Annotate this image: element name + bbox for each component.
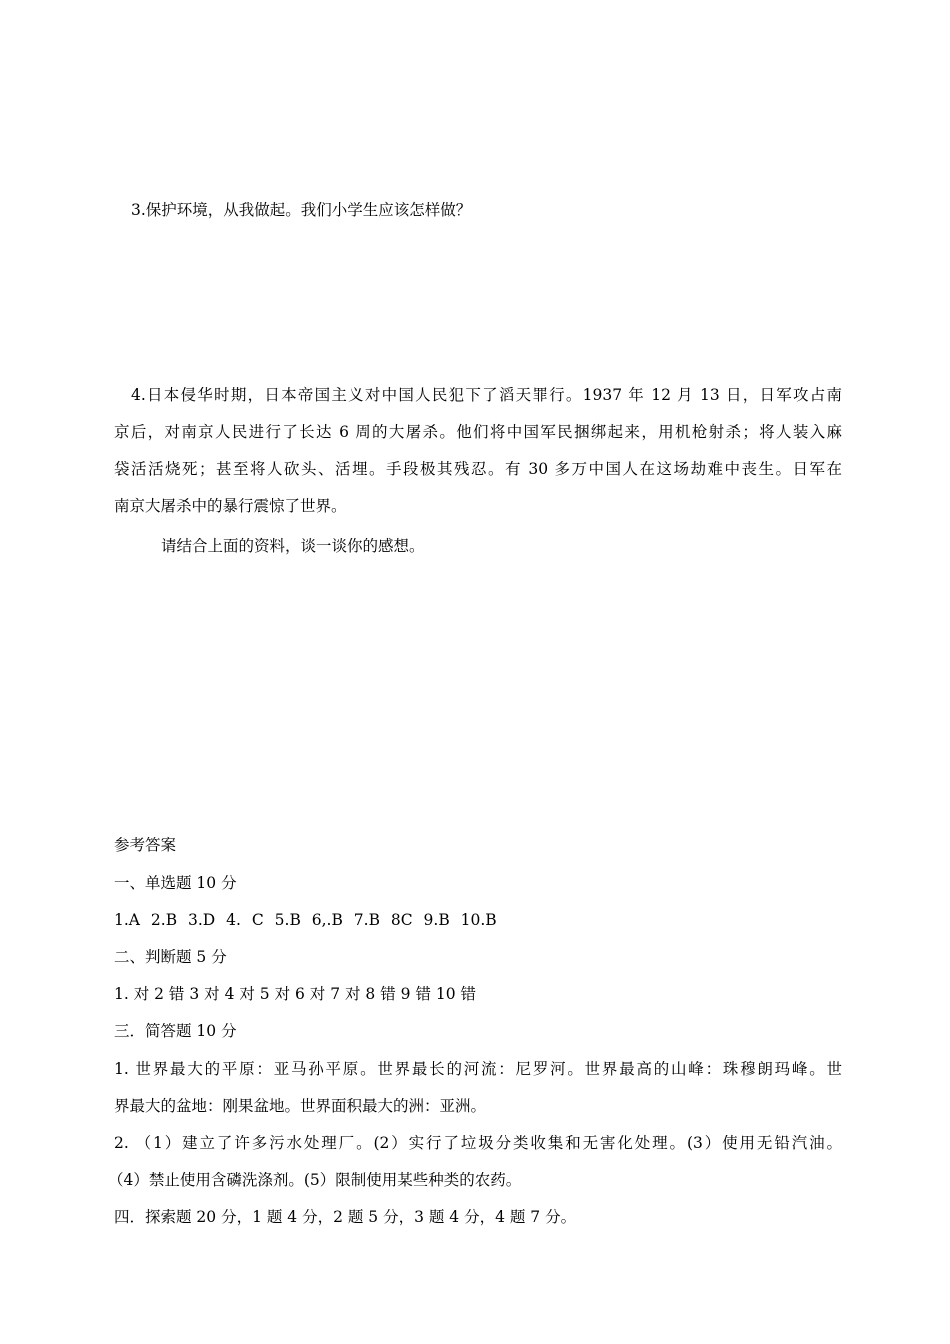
question-4-prompt: 请结合上面的资料，谈一谈你的感想。	[161, 537, 425, 555]
section-3-heading: 三．简答题 10 分	[114, 1022, 237, 1040]
question-3: 3.保护环境，从我做起。我们小学生应该怎样做？	[131, 201, 472, 219]
question-4-line-3: 袋活活烧死；甚至将人砍头、活埋。手段极其残忍。有 30 多万中国人在这场劫难中丧生。日军在	[114, 460, 842, 478]
section-2-heading: 二、判断题 5 分	[114, 948, 227, 966]
answers-title: 参考答案	[114, 836, 177, 854]
section-3-answer-line-2: 界最大的盆地：刚果盆地。世界面积最大的洲：亚洲。	[114, 1097, 487, 1115]
section-3-answer-line-1: 1. 世界最大的平原：亚马孙平原。世界最长的河流：尼罗河。世界最高的山峰：珠穆朗玛峰。世	[114, 1060, 842, 1078]
section-3-answer-line-4: （4）禁止使用含磷洗涤剂。(5）限制使用某些种类的农药。	[108, 1171, 522, 1189]
question-4-line-1: 4.日本侵华时期，日本帝国主义对中国人民犯下了滔天罪行。1937 年 12 月 13 日，日军攻占南	[131, 386, 842, 404]
section-4-heading: 四．探索题 20 分，1 题 4 分，2 题 5 分，3 题 4 分，4 题 7 分。	[114, 1208, 577, 1226]
section-3-answer-line-3: 2. （1）建立了许多污水处理厂。(2）实行了垃圾分类收集和无害化处理。(3）使用无铅汽油。	[114, 1134, 842, 1152]
section-1-heading: 一、单选题 10 分	[114, 874, 237, 892]
question-4-line-2: 京后，对南京人民进行了长达 6 周的大屠杀。他们将中国军民捆绑起来，用机枪射杀；将人装入麻	[114, 423, 842, 441]
section-1-answers: 1.A 2.B 3.D 4. C 5.B 6,.B 7.B 8C 9.B 10.B	[114, 911, 497, 929]
section-2-answers: 1. 对 2 错 3 对 4 对 5 对 6 对 7 对 8 错 9 错 10 错	[114, 985, 477, 1003]
question-4-line-4: 南京大屠杀中的暴行震惊了世界。	[114, 497, 347, 515]
